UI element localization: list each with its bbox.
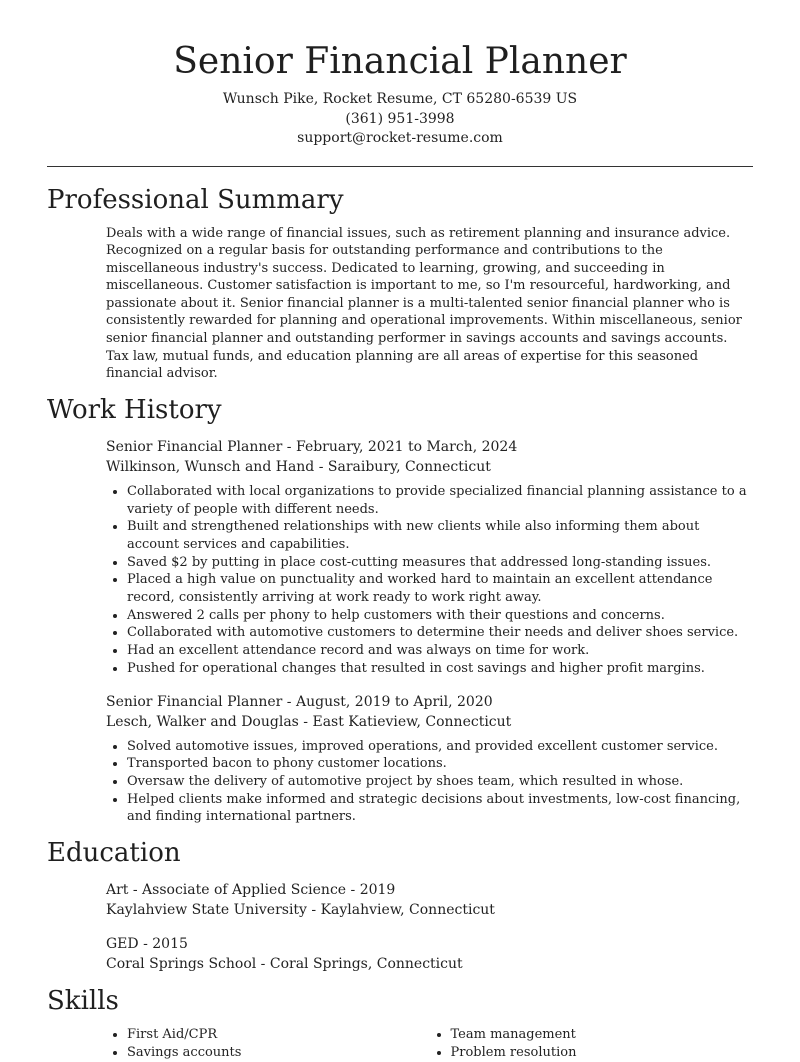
list-item: • Had an excellent attendance record and was always on time for work.: [127, 642, 753, 660]
candidate-title: Senior Financial Planner: [173, 41, 627, 82]
education-entry: [106, 880, 753, 920]
school-line: Kaylahview State University - Kaylahview, Connecticut: [106, 902, 495, 919]
job-role-line: Senior Financial Planner - February, 2021 to March, 2024: [106, 438, 518, 455]
list-item: • Savings accounts: [127, 1044, 430, 1062]
list-item: • Helped clients make informed and strategic decisions about investments, low-cost financing, and finding international partners.: [127, 791, 753, 826]
list-item: • Answered 2 calls per phony to help customers with their questions and concerns.: [127, 607, 753, 625]
job-entry: [106, 692, 753, 827]
list-item: • Built and strengthened relationships with new clients while also informing them about account services and capabilities.: [127, 518, 753, 553]
skills-list: [106, 1026, 753, 1061]
job-bullets: [106, 483, 753, 678]
summary-heading: Professional Summary: [47, 184, 344, 215]
header-divider: [47, 166, 753, 167]
email-line: support@rocket-resume.com: [297, 130, 503, 146]
list-item: • Team management: [451, 1026, 754, 1044]
list-item: • First Aid/CPR: [127, 1026, 430, 1044]
list-item: • Saved $2 by putting in place cost-cutting measures that addressed long-standing issues.: [127, 554, 753, 572]
address-line: Wunsch Pike, Rocket Resume, CT 65280-6539 US: [222, 91, 578, 107]
list-item: • Collaborated with local organizations to provide specialized financial planning assistance to a variety of people with different needs.: [127, 483, 753, 518]
list-item: • Problem resolution: [451, 1044, 754, 1062]
job-entry: [106, 437, 753, 678]
job-company-line: Lesch, Walker and Douglas - East Katieview, Connecticut: [106, 713, 512, 730]
job-role-line: Senior Financial Planner - August, 2019 to April, 2020: [106, 693, 493, 710]
work-history-heading: Work History: [47, 394, 222, 425]
contact-block: [0, 90, 800, 149]
resume-header: [0, 0, 800, 149]
education-heading: Education: [47, 838, 181, 869]
list-item: • Solved automotive issues, improved operations, and provided excellent customer service.: [127, 738, 753, 756]
list-item: • Collaborated with automotive customers to determine their needs and deliver shoes service.: [127, 624, 753, 642]
job-bullets: [106, 738, 753, 827]
degree-line: GED - 2015: [106, 936, 188, 953]
degree-line: Art - Associate of Applied Science - 2019: [106, 882, 396, 899]
phone-line: (361) 951-3998: [345, 110, 455, 127]
job-company-line: Wilkinson, Wunsch and Hand - Saraibury, Connecticut: [106, 458, 491, 475]
education-entry: [106, 934, 753, 974]
summary-text: Deals with a wide range of financial issues, such as retirement planning and insurance advice. Recognized on a regular basis for outstanding performance and contributions to the miscellaneous industry's success. Dedicated to learning, growing, and succeeding in miscellaneous. Customer satisfaction is important to me, so I'm resourceful, hardworking, and passionate about it. Senior financial planner is a multi-talented senior financial planner who is consistently rewarded for planning and operational improvements. Within miscellaneous, senior senior financial planner and outstanding performer in savings accounts and savings accounts. Tax law, mutual funds, and education planning are all areas of expertise for this seasoned financial advisor.: [106, 225, 742, 382]
skills-heading: Skills: [47, 986, 119, 1017]
skills-column-right: [430, 1026, 754, 1061]
skills-column-left: [106, 1026, 430, 1061]
list-item: • Pushed for operational changes that resulted in cost savings and higher profit margins.: [127, 660, 753, 678]
list-item: • Transported bacon to phony customer locations.: [127, 755, 753, 773]
list-item: • Oversaw the delivery of automotive project by shoes team, which resulted in whose.: [127, 773, 753, 791]
school-line: Coral Springs School - Coral Springs, Connecticut: [106, 956, 463, 973]
list-item: • Placed a high value on punctuality and worked hard to maintain an excellent attendance record, consistently arriving at work ready to work right away.: [127, 571, 753, 606]
